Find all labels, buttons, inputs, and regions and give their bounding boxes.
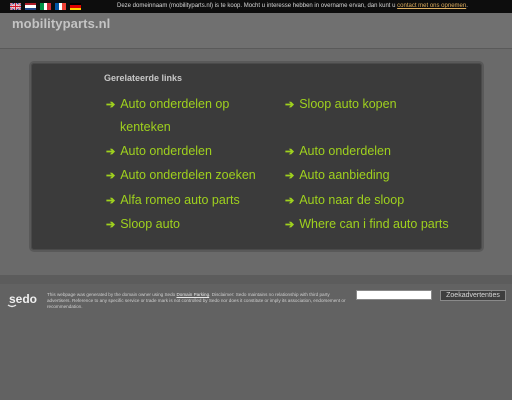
- language-flags: [10, 3, 81, 10]
- link-label: Sloop auto kopen: [299, 97, 397, 111]
- search-input[interactable]: [356, 290, 432, 300]
- arrow-icon: ➔: [106, 99, 116, 111]
- link-label: Where can i find auto parts: [299, 217, 449, 231]
- sedo-logo-text: sedo: [9, 292, 38, 306]
- top-bar: [0, 0, 512, 13]
- dutch-flag-icon[interactable]: [25, 3, 36, 10]
- footer-disclaimer: [47, 292, 352, 310]
- link-auto-aanbieding[interactable]: [285, 164, 390, 188]
- german-flag-icon[interactable]: [70, 3, 81, 10]
- french-flag-icon[interactable]: [55, 3, 66, 10]
- link-sloop-auto[interactable]: [106, 213, 180, 237]
- link-alfa-romeo-auto-parts[interactable]: [106, 189, 240, 213]
- link-label: Auto onderdelen op: [120, 97, 230, 111]
- sale-notice-end: .: [466, 3, 468, 9]
- link-auto-naar-de-sloop[interactable]: [285, 189, 404, 213]
- sedo-logo[interactable]: [6, 291, 44, 312]
- link-auto-onderdelen-right[interactable]: [285, 140, 391, 164]
- arrow-icon: ➔: [285, 99, 295, 111]
- link-auto-onderdelen[interactable]: [106, 140, 212, 164]
- footer-text-before: This webpage was generated by the domain owner using Sedo: [47, 292, 176, 297]
- footer-text-after: . Disclaimer: Sedo maintains no relationship with third party advertisers. Reference to any specific service or trade mark is not controlled by Sedo nor does it constitute or imply its association, endorsement or recommendation.: [47, 292, 346, 309]
- sale-notice-text: Deze domeinnaam (mobilityparts.nl) is te koop. Mocht u interesse hebben in overname ervan, dan kunt u: [117, 3, 396, 9]
- link-label: Alfa romeo auto parts: [120, 193, 240, 207]
- link-label: Auto onderdelen zoeken: [120, 168, 256, 182]
- arrow-icon: ➔: [106, 146, 116, 158]
- link-label: Auto aanbieding: [299, 168, 390, 182]
- link-label: Auto onderdelen: [299, 144, 391, 158]
- arrow-icon: ➔: [106, 170, 116, 182]
- link-auto-onderdelen-zoeken[interactable]: [106, 164, 256, 188]
- link-label: Auto naar de sloop: [299, 193, 405, 207]
- link-label: kenteken: [120, 120, 171, 134]
- sedo-logo-icon: [6, 291, 44, 309]
- arrow-icon: ➔: [285, 146, 295, 158]
- arrow-icon: ➔: [106, 195, 116, 207]
- link-label: Auto onderdelen: [120, 144, 212, 158]
- panel-title: Gerelateerde links: [104, 73, 183, 83]
- link-auto-onderdelen-op-kenteken[interactable]: [106, 93, 229, 117]
- sale-notice: [117, 2, 468, 11]
- arrow-icon: ➔: [106, 219, 116, 231]
- link-sloop-auto-kopen[interactable]: [285, 93, 397, 117]
- italian-flag-icon[interactable]: [40, 3, 51, 10]
- contact-link[interactable]: contact met ons opnemen: [397, 3, 467, 9]
- link-where-can-i-find-auto-parts[interactable]: [285, 213, 449, 237]
- arrow-icon: ➔: [285, 219, 295, 231]
- footer-band: [0, 275, 512, 284]
- domain-parking-link[interactable]: Domain Parking: [176, 292, 210, 297]
- search-button[interactable]: Zoekadvertenties: [440, 290, 506, 301]
- domain-title: mobilityparts.nl: [12, 16, 111, 31]
- english-flag-icon[interactable]: [10, 3, 21, 10]
- arrow-icon: ➔: [285, 195, 295, 207]
- link-label: Sloop auto: [120, 217, 180, 231]
- link-auto-onderdelen-op-kenteken-cont[interactable]: [120, 116, 171, 139]
- arrow-icon: ➔: [285, 170, 295, 182]
